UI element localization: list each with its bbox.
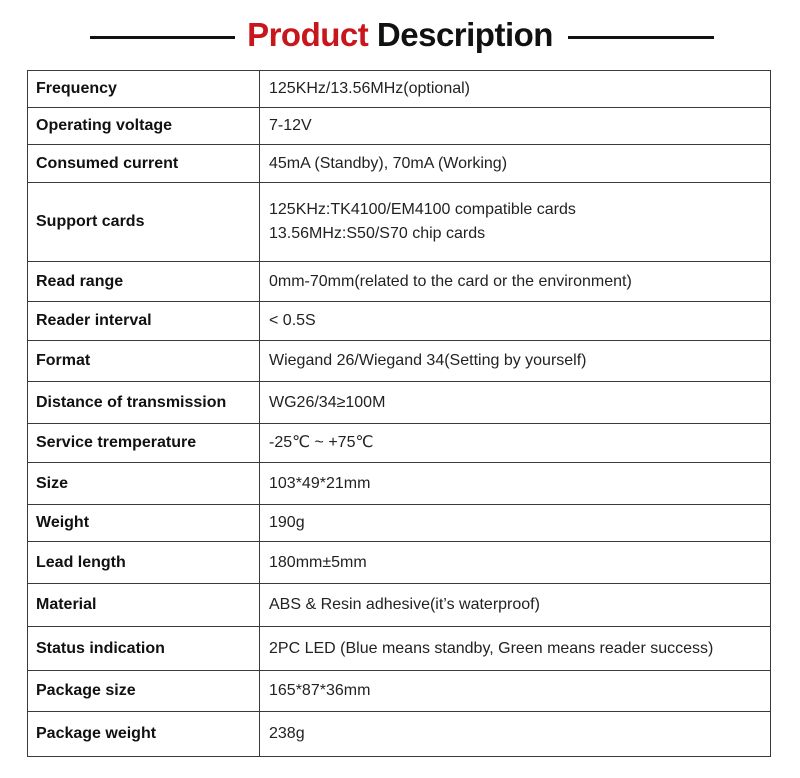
title-header: [0, 0, 800, 70]
spec-label: Format: [28, 341, 260, 382]
spec-label: Material: [28, 584, 260, 627]
spec-value: 238g: [260, 712, 771, 757]
spec-value: -25℃ ~ +75℃: [260, 424, 771, 463]
spec-value: 165*87*36mm: [260, 671, 771, 712]
spec-value: 0mm-70mm(related to the card or the environment): [260, 262, 771, 302]
spec-value: 2PC LED (Blue means standby, Green means reader success): [260, 627, 771, 671]
spec-row-service-temperature: [28, 424, 771, 463]
spec-row-consumed-current: [28, 145, 771, 183]
spec-value: 125KHz/13.56MHz(optional): [260, 71, 771, 108]
page-title-rest: Description: [368, 16, 553, 53]
spec-row-material: [28, 584, 771, 627]
spec-row-support-cards: [28, 183, 771, 262]
spec-row-size: [28, 463, 771, 505]
spec-row-package-weight: [28, 712, 771, 757]
spec-row-status-indication: [28, 627, 771, 671]
spec-row-distance-of-transmission: [28, 382, 771, 424]
spec-label: Frequency: [28, 71, 260, 108]
spec-value: [260, 183, 771, 262]
spec-value: Wiegand 26/Wiegand 34(Setting by yourself): [260, 341, 771, 382]
spec-label: Read range: [28, 262, 260, 302]
spec-label: Status indication: [28, 627, 260, 671]
spec-label: Lead length: [28, 542, 260, 584]
spec-label: Service tremperature: [28, 424, 260, 463]
page-title: [0, 14, 800, 56]
page-title-accent: Product: [247, 16, 369, 53]
spec-label: Consumed current: [28, 145, 260, 183]
spec-value: 103*49*21mm: [260, 463, 771, 505]
spec-value: 180mm±5mm: [260, 542, 771, 584]
spec-value: WG26/34≥100M: [260, 382, 771, 424]
spec-row-frequency: [28, 71, 771, 108]
title-divider-right: [568, 36, 714, 39]
spec-row-package-size: [28, 671, 771, 712]
spec-value-line: 13.56MHz:S50/S70 chip cards: [269, 225, 486, 242]
spec-row-operating-voltage: [28, 108, 771, 145]
spec-label: Support cards: [28, 183, 260, 262]
spec-value-line: 125KHz:TK4100/EM4100 compatible cards: [269, 201, 576, 218]
spec-label: Size: [28, 463, 260, 505]
spec-value: 45mA (Standby), 70mA (Working): [260, 145, 771, 183]
spec-row-weight: [28, 505, 771, 542]
spec-label: Operating voltage: [28, 108, 260, 145]
spec-label: Weight: [28, 505, 260, 542]
spec-value: 7-12V: [260, 108, 771, 145]
spec-label: Distance of transmission: [28, 382, 260, 424]
spec-row-read-range: [28, 262, 771, 302]
spec-value: 190g: [260, 505, 771, 542]
spec-table: [27, 70, 771, 757]
spec-label: Package weight: [28, 712, 260, 757]
spec-row-lead-length: [28, 542, 771, 584]
spec-value: ABS & Resin adhesive(it’s waterproof): [260, 584, 771, 627]
spec-label: Reader interval: [28, 302, 260, 341]
spec-row-reader-interval: [28, 302, 771, 341]
spec-row-format: [28, 341, 771, 382]
spec-label: Package size: [28, 671, 260, 712]
spec-value: < 0.5S: [260, 302, 771, 341]
